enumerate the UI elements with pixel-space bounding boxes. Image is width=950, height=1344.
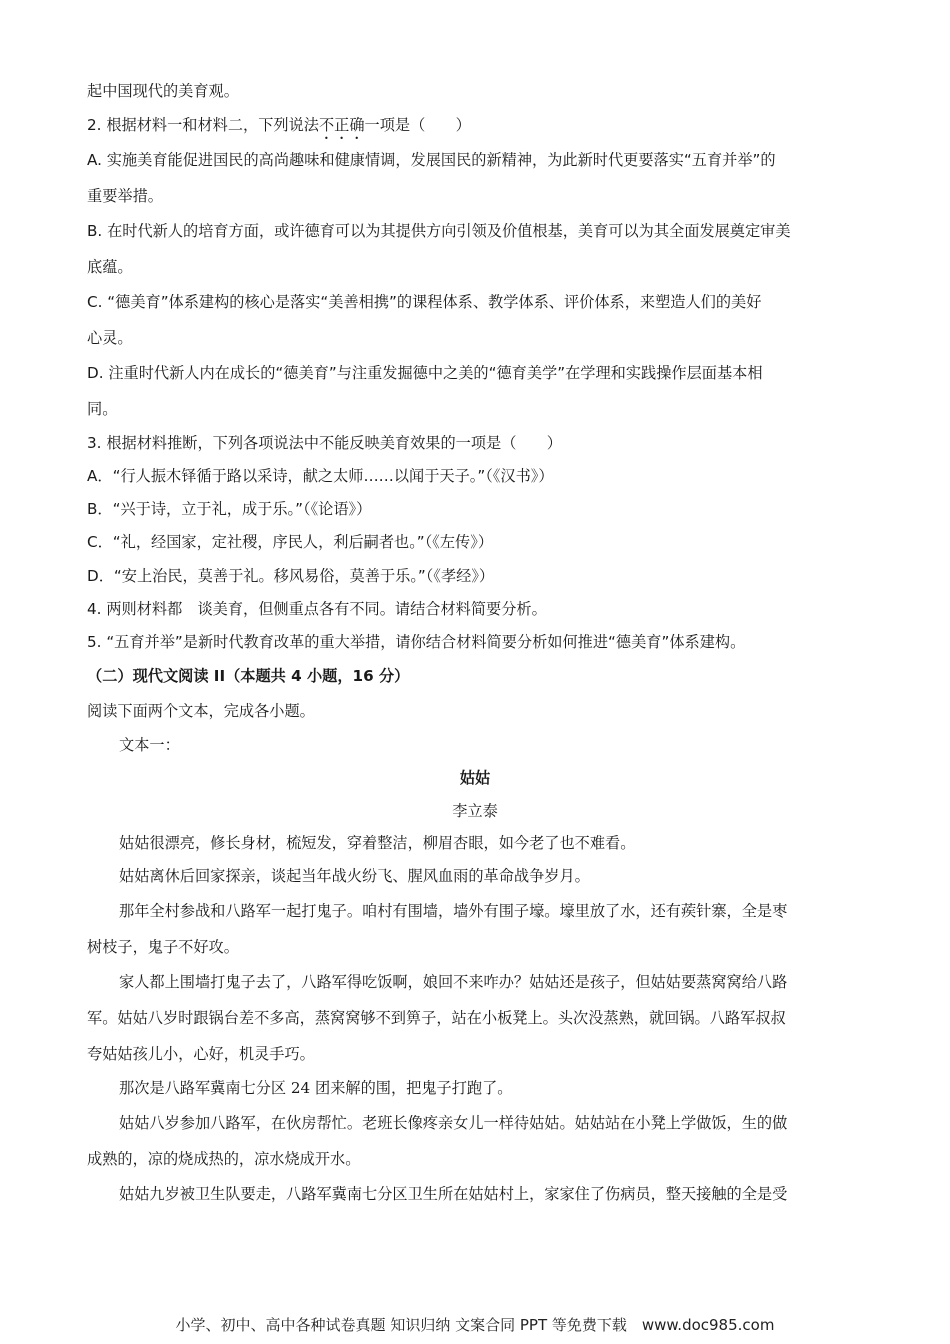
paragraph-continued: 树枝子，鬼子不好攻。 bbox=[87, 938, 239, 956]
question-3-option-a: A．“行人振木铎循于路以采诗，献之太师……以闻于天子。”（《汉书》） bbox=[87, 467, 554, 485]
question-5: 5. “五育并举”是新时代教育改革的重大举措，请你结合材料简要分析如何推进“德美育”体系建构。 bbox=[87, 633, 746, 651]
option-a-line-2: 重要举措。 bbox=[87, 187, 163, 205]
story-title: 姑姑 bbox=[459, 769, 491, 787]
question-3-option-c: C．“礼，经国家，定社稷，序民人，利后嗣者也。”（《左传》） bbox=[87, 533, 494, 551]
option-d-line-1: D. 注重时代新人内在成长的“德美育”与注重发掘德中之美的“德育美学”在学理和实践操作层面基本相 bbox=[87, 364, 763, 382]
page-footer: 小学、初中、高中各种试卷真题 知识归纳 文案合同 PPT 等免费下载 www.doc985.com bbox=[175, 1316, 775, 1334]
instructions: 阅读下面两个文本，完成各小题。 bbox=[87, 702, 315, 720]
question-3-option-d: D．“安上治民，莫善于礼。移风易俗，莫善于乐。”（《孝经》） bbox=[87, 567, 495, 585]
option-b-line-2: 底蕴。 bbox=[87, 258, 133, 276]
paragraph: 那次是八路军冀南七分区 24 团来解的围，把鬼子打跑了。 bbox=[119, 1079, 513, 1097]
paragraph-continued: 成熟的，凉的烧成热的，凉水烧成开水。 bbox=[87, 1150, 361, 1168]
paragraph: 姑姑很漂亮，修长身材，梳短发，穿着整洁，柳眉杏眼，如今老了也不难看。 bbox=[119, 834, 636, 852]
option-a-line-1: A. 实施美育能促进国民的高尚趣味和健康情调，发展国民的新精神，为此新时代更要落实“五育并举”的 bbox=[87, 151, 776, 169]
option-d-line-2: 同。 bbox=[87, 400, 118, 418]
option-b-line-1: B. 在时代新人的培育方面，或许德育可以为其提供方向引领及价值根基，美育可以为其全面发展奠定审美 bbox=[87, 222, 791, 240]
paragraph: 家人都上围墙打鬼子去了，八路军得吃饭啊，娘回不来咋办？姑姑还是孩子，但姑姑要蒸窝窝给八路 bbox=[119, 973, 788, 991]
paragraph: 姑姑八岁参加八路军，在伙房帮忙。老班长像疼亲女儿一样待姑姑。姑姑站在小凳上学做饭，生的做 bbox=[119, 1114, 788, 1132]
question-2-tail: 一项是（ ） bbox=[364, 116, 471, 134]
option-c-line-1: C. “德美育”体系建构的核心是落实“美善相携”的课程体系、教学体系、评价体系，来塑造人们的美好 bbox=[87, 293, 762, 311]
text-line: 起中国现代的美育观。 bbox=[87, 82, 239, 100]
question-2-stem: 2. 根据材料一和材料二，下列说法 bbox=[87, 116, 319, 134]
question-4: 4. 两则材料都 谈美育，但侧重点各有不同。请结合材料简要分析。 bbox=[87, 600, 547, 618]
paragraph: 姑姑离休后回家探亲，谈起当年战火纷飞、腥风血雨的革命战争岁月。 bbox=[119, 867, 590, 885]
paragraph-continued: 夸姑姑孩儿小，心好，机灵手巧。 bbox=[87, 1045, 315, 1063]
paragraph-continued: 军。姑姑八岁时跟锅台差不多高，蒸窝窝够不到箅子，站在小板凳上。头次没蒸熟，就回锅。八路军叔叔 bbox=[87, 1009, 786, 1027]
paragraph: 姑姑九岁被卫生队要走，八路军冀南七分区卫生所在姑姑村上，家家住了伤病员，整天接触的全是受 bbox=[119, 1185, 788, 1203]
section-heading: （二）现代文阅读 II（本题共 4 小题，16 分） bbox=[87, 667, 410, 685]
emphasis-text: 不正确 bbox=[318, 116, 365, 134]
text-label: 文本一： bbox=[119, 736, 180, 754]
story-author: 李立泰 bbox=[452, 802, 498, 820]
question-3-option-b: B．“兴于诗，立于礼，成于乐。”（《论语》） bbox=[87, 500, 372, 518]
question-3: 3. 根据材料推断，下列各项说法中不能反映美育效果的一项是（ ） bbox=[87, 434, 562, 452]
option-c-line-2: 心灵。 bbox=[87, 329, 133, 347]
paragraph: 那年全村参战和八路军一起打鬼子。咱村有围墙，墙外有围子壕。壕里放了水，还有蒺针寨，全是枣 bbox=[119, 902, 788, 920]
question-2 bbox=[87, 115, 867, 143]
